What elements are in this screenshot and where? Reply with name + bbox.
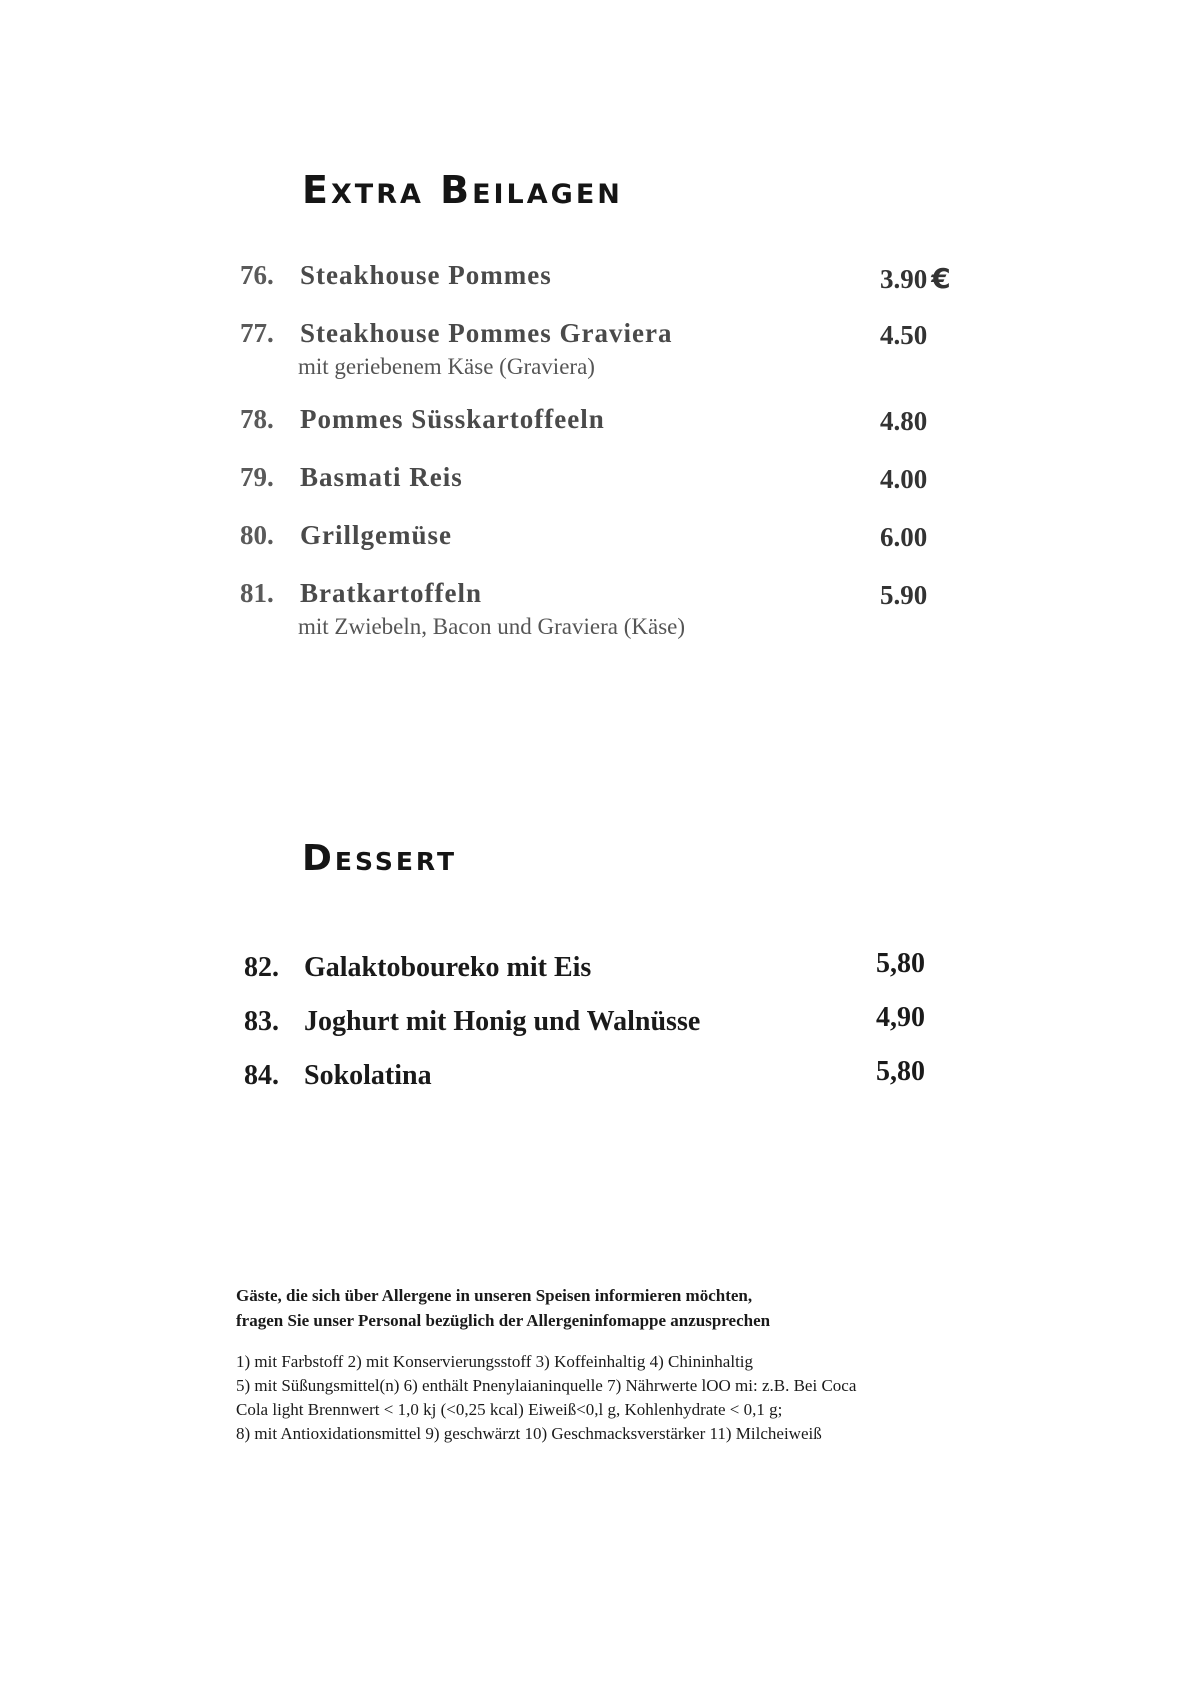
item-name: Galaktoboureko mit Eis [304,952,592,983]
item-name: Steakhouse Pommes Graviera [300,318,673,348]
notice-line: Gäste, die sich über Allergene in unseren Speisen informieren möchten, [236,1286,753,1305]
item-name: Bratkartoffeln [300,578,482,608]
additives-legend [236,1350,856,1446]
item-number: 76. [240,260,274,290]
item-price: 4,90 [876,1002,925,1033]
item-number: 80. [240,520,274,550]
legend-line: 8) mit Antioxidationsmittel 9) geschwärzt 10) Geschmacksverstärker 11) Milcheiweiß [236,1424,822,1443]
allergen-notice [236,1283,770,1333]
item-name: Sokolatina [304,1060,432,1091]
item-price: 4.80 [880,406,928,436]
menu-item [0,260,1190,300]
item-number: 78. [240,404,274,434]
item-name: Grillgemüse [300,520,452,550]
menu-item [0,462,1190,502]
item-description: mit Zwiebeln, Bacon und Graviera (Käse) [298,614,686,639]
euro-sign: € [931,262,951,295]
item-number: 79. [240,462,274,492]
item-number: 77. [240,318,274,348]
item-price: 3.90 € [880,262,951,295]
notice-line: fragen Sie unser Personal bezüglich der Allergeninfomappe anzusprechen [236,1311,771,1330]
legend-line: 1) mit Farbstoff 2) mit Konservierungsstoff 3) Koffeinhaltig 4) Chininhaltig [236,1352,754,1371]
extra-beilagen-heading: Extra Beilagen [302,168,623,212]
menu-item [0,578,1190,639]
menu-item [0,404,1190,444]
item-price: 5,80 [876,948,925,979]
item-name: Pommes Süsskartoffeeln [300,404,605,434]
menu-item [0,1056,1190,1100]
item-name: Basmati Reis [300,462,463,492]
menu-item [0,948,1190,992]
item-number: 81. [240,578,274,608]
item-price: 4.50 [880,320,928,350]
item-price: 5.90 [880,580,928,610]
item-number: 83. [244,1006,279,1037]
item-name: Steakhouse Pommes [300,260,552,290]
item-price: 6.00 [880,522,928,552]
item-number: 82. [244,952,279,983]
legend-line: Cola light Brennwert < 1,0 kj (<0,25 kcal) Eiweiß<0,l g, Kohlenhydrate < 0,1 g; [236,1400,783,1419]
menu-item [0,520,1190,560]
legend-line: 5) mit Süßungsmittel(n) 6) enthält Pnenylaianinquelle 7) Nährwerte lOO mi: z.B. Bei Coca [236,1376,857,1395]
dessert-heading: Dessert [302,838,458,879]
item-number: 84. [244,1060,279,1091]
menu-item [0,318,1190,379]
item-price: 5,80 [876,1056,925,1087]
item-name: Joghurt mit Honig und Walnüsse [304,1006,701,1037]
item-description: mit geriebenem Käse (Graviera) [298,354,595,379]
item-price: 4.00 [880,464,928,494]
menu-item [0,1002,1190,1046]
